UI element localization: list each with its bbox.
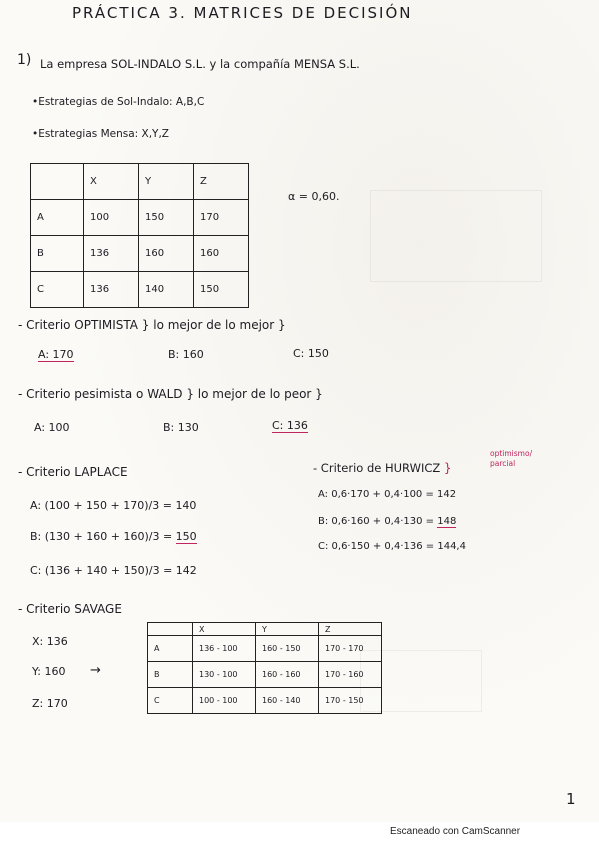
- page-title: PRÁCTICA 3. MATRICES DE DECISIÓN: [72, 4, 413, 22]
- table-row: [148, 636, 382, 662]
- table-cell: 150: [194, 272, 249, 308]
- scanner-watermark: Escaneado con CamScanner: [390, 826, 521, 837]
- table-row-label: A: [148, 636, 193, 662]
- hurwicz-b-result: 148: [437, 516, 457, 527]
- hurwicz-note-optimismo: optimismo/: [490, 449, 533, 458]
- laplace-a: A: (100 + 150 + 170)/3 = 140: [30, 499, 197, 512]
- table-row-label: C: [148, 688, 193, 714]
- optimista-c: C: 150: [293, 347, 329, 360]
- wald-a: A: 100: [34, 421, 70, 434]
- wald-c: C: 136: [272, 419, 308, 432]
- table-cell: 100 - 100: [193, 688, 256, 714]
- table-row-label: C: [31, 272, 84, 308]
- table-cell: 170: [194, 200, 249, 236]
- optimista-b: B: 160: [168, 348, 204, 361]
- exercise-number: 1): [17, 52, 32, 68]
- savage-heading: - Criterio SAVAGE: [18, 602, 122, 616]
- table-cell: 136: [84, 272, 139, 308]
- hurwicz-b: [318, 516, 456, 527]
- laplace-b-result: 150: [175, 530, 197, 543]
- table-cell: 150: [139, 200, 194, 236]
- wald-b: B: 130: [163, 421, 199, 434]
- table-row: [148, 623, 382, 636]
- optimista-heading: - Criterio OPTIMISTA } lo mejor de lo mejor }: [18, 318, 286, 332]
- hurwicz-note-parcial: parcial: [490, 459, 516, 468]
- strategies-mensa: •Estrategias Mensa: X,Y,Z: [32, 128, 169, 140]
- strategies-sol: •Estrategias de Sol-Indalo: A,B,C: [32, 96, 205, 108]
- bleed-through-table: [370, 190, 542, 282]
- table-cell: 130 - 100: [193, 662, 256, 688]
- table-cell: 170 - 150: [319, 688, 382, 714]
- hurwicz-a: A: 0,6·170 + 0,4·100 = 142: [318, 489, 457, 500]
- table-cell: 136 - 100: [193, 636, 256, 662]
- laplace-heading: - Criterio LAPLACE: [18, 465, 128, 479]
- table-cell: 100: [84, 200, 139, 236]
- hurwicz-heading: - Criterio de HURWICZ }: [313, 461, 452, 475]
- arrow-right-icon: →: [90, 663, 101, 678]
- table-row-label: B: [148, 662, 193, 688]
- table-row: [148, 662, 382, 688]
- hurwicz-heading-text: - Criterio de HURWICZ: [313, 461, 441, 475]
- table-row: [31, 164, 249, 200]
- table-cell: [31, 164, 84, 200]
- table-row: [148, 688, 382, 714]
- table-cell: 160 - 140: [256, 688, 319, 714]
- laplace-b-expression: B: (130 + 160 + 160)/3 =: [30, 530, 173, 543]
- payoff-matrix: [30, 163, 249, 308]
- alpha-value: α = 0,60.: [288, 190, 340, 203]
- page-number: 1: [566, 790, 576, 808]
- table-header-cell: Y: [139, 164, 194, 200]
- table-row-label: A: [31, 200, 84, 236]
- table-header-cell: Z: [319, 623, 382, 636]
- hurwicz-c: C: 0,6·150 + 0,4·136 = 144,4: [318, 541, 466, 552]
- table-cell: 170 - 160: [319, 662, 382, 688]
- savage-max-x: X: 136: [32, 635, 68, 648]
- exercise-statement: La empresa SOL-INDALO S.L. y la compañía MENSA S.L.: [40, 57, 360, 71]
- laplace-b: [30, 530, 197, 543]
- table-cell: 160: [194, 236, 249, 272]
- table-cell: 140: [139, 272, 194, 308]
- table-row: [31, 236, 249, 272]
- table-cell: 170 - 170: [319, 636, 382, 662]
- table-cell: [148, 623, 193, 636]
- table-header-cell: X: [84, 164, 139, 200]
- wald-heading: - Criterio pesimista o WALD } lo mejor de lo peor }: [18, 387, 323, 401]
- table-row: [31, 272, 249, 308]
- table-cell: 136: [84, 236, 139, 272]
- savage-max-y: Y: 160: [32, 665, 66, 678]
- optimista-a: A: 170: [38, 348, 74, 361]
- table-cell: 160: [139, 236, 194, 272]
- hurwicz-b-expression: B: 0,6·160 + 0,4·130 =: [318, 516, 435, 527]
- table-header-cell: Z: [194, 164, 249, 200]
- laplace-c: C: (136 + 140 + 150)/3 = 142: [30, 564, 197, 577]
- table-cell: 160 - 150: [256, 636, 319, 662]
- regret-matrix: [147, 622, 382, 714]
- table-row-label: B: [31, 236, 84, 272]
- table-cell: 160 - 160: [256, 662, 319, 688]
- table-row: [31, 200, 249, 236]
- savage-max-z: Z: 170: [32, 697, 68, 710]
- table-header-cell: X: [193, 623, 256, 636]
- table-header-cell: Y: [256, 623, 319, 636]
